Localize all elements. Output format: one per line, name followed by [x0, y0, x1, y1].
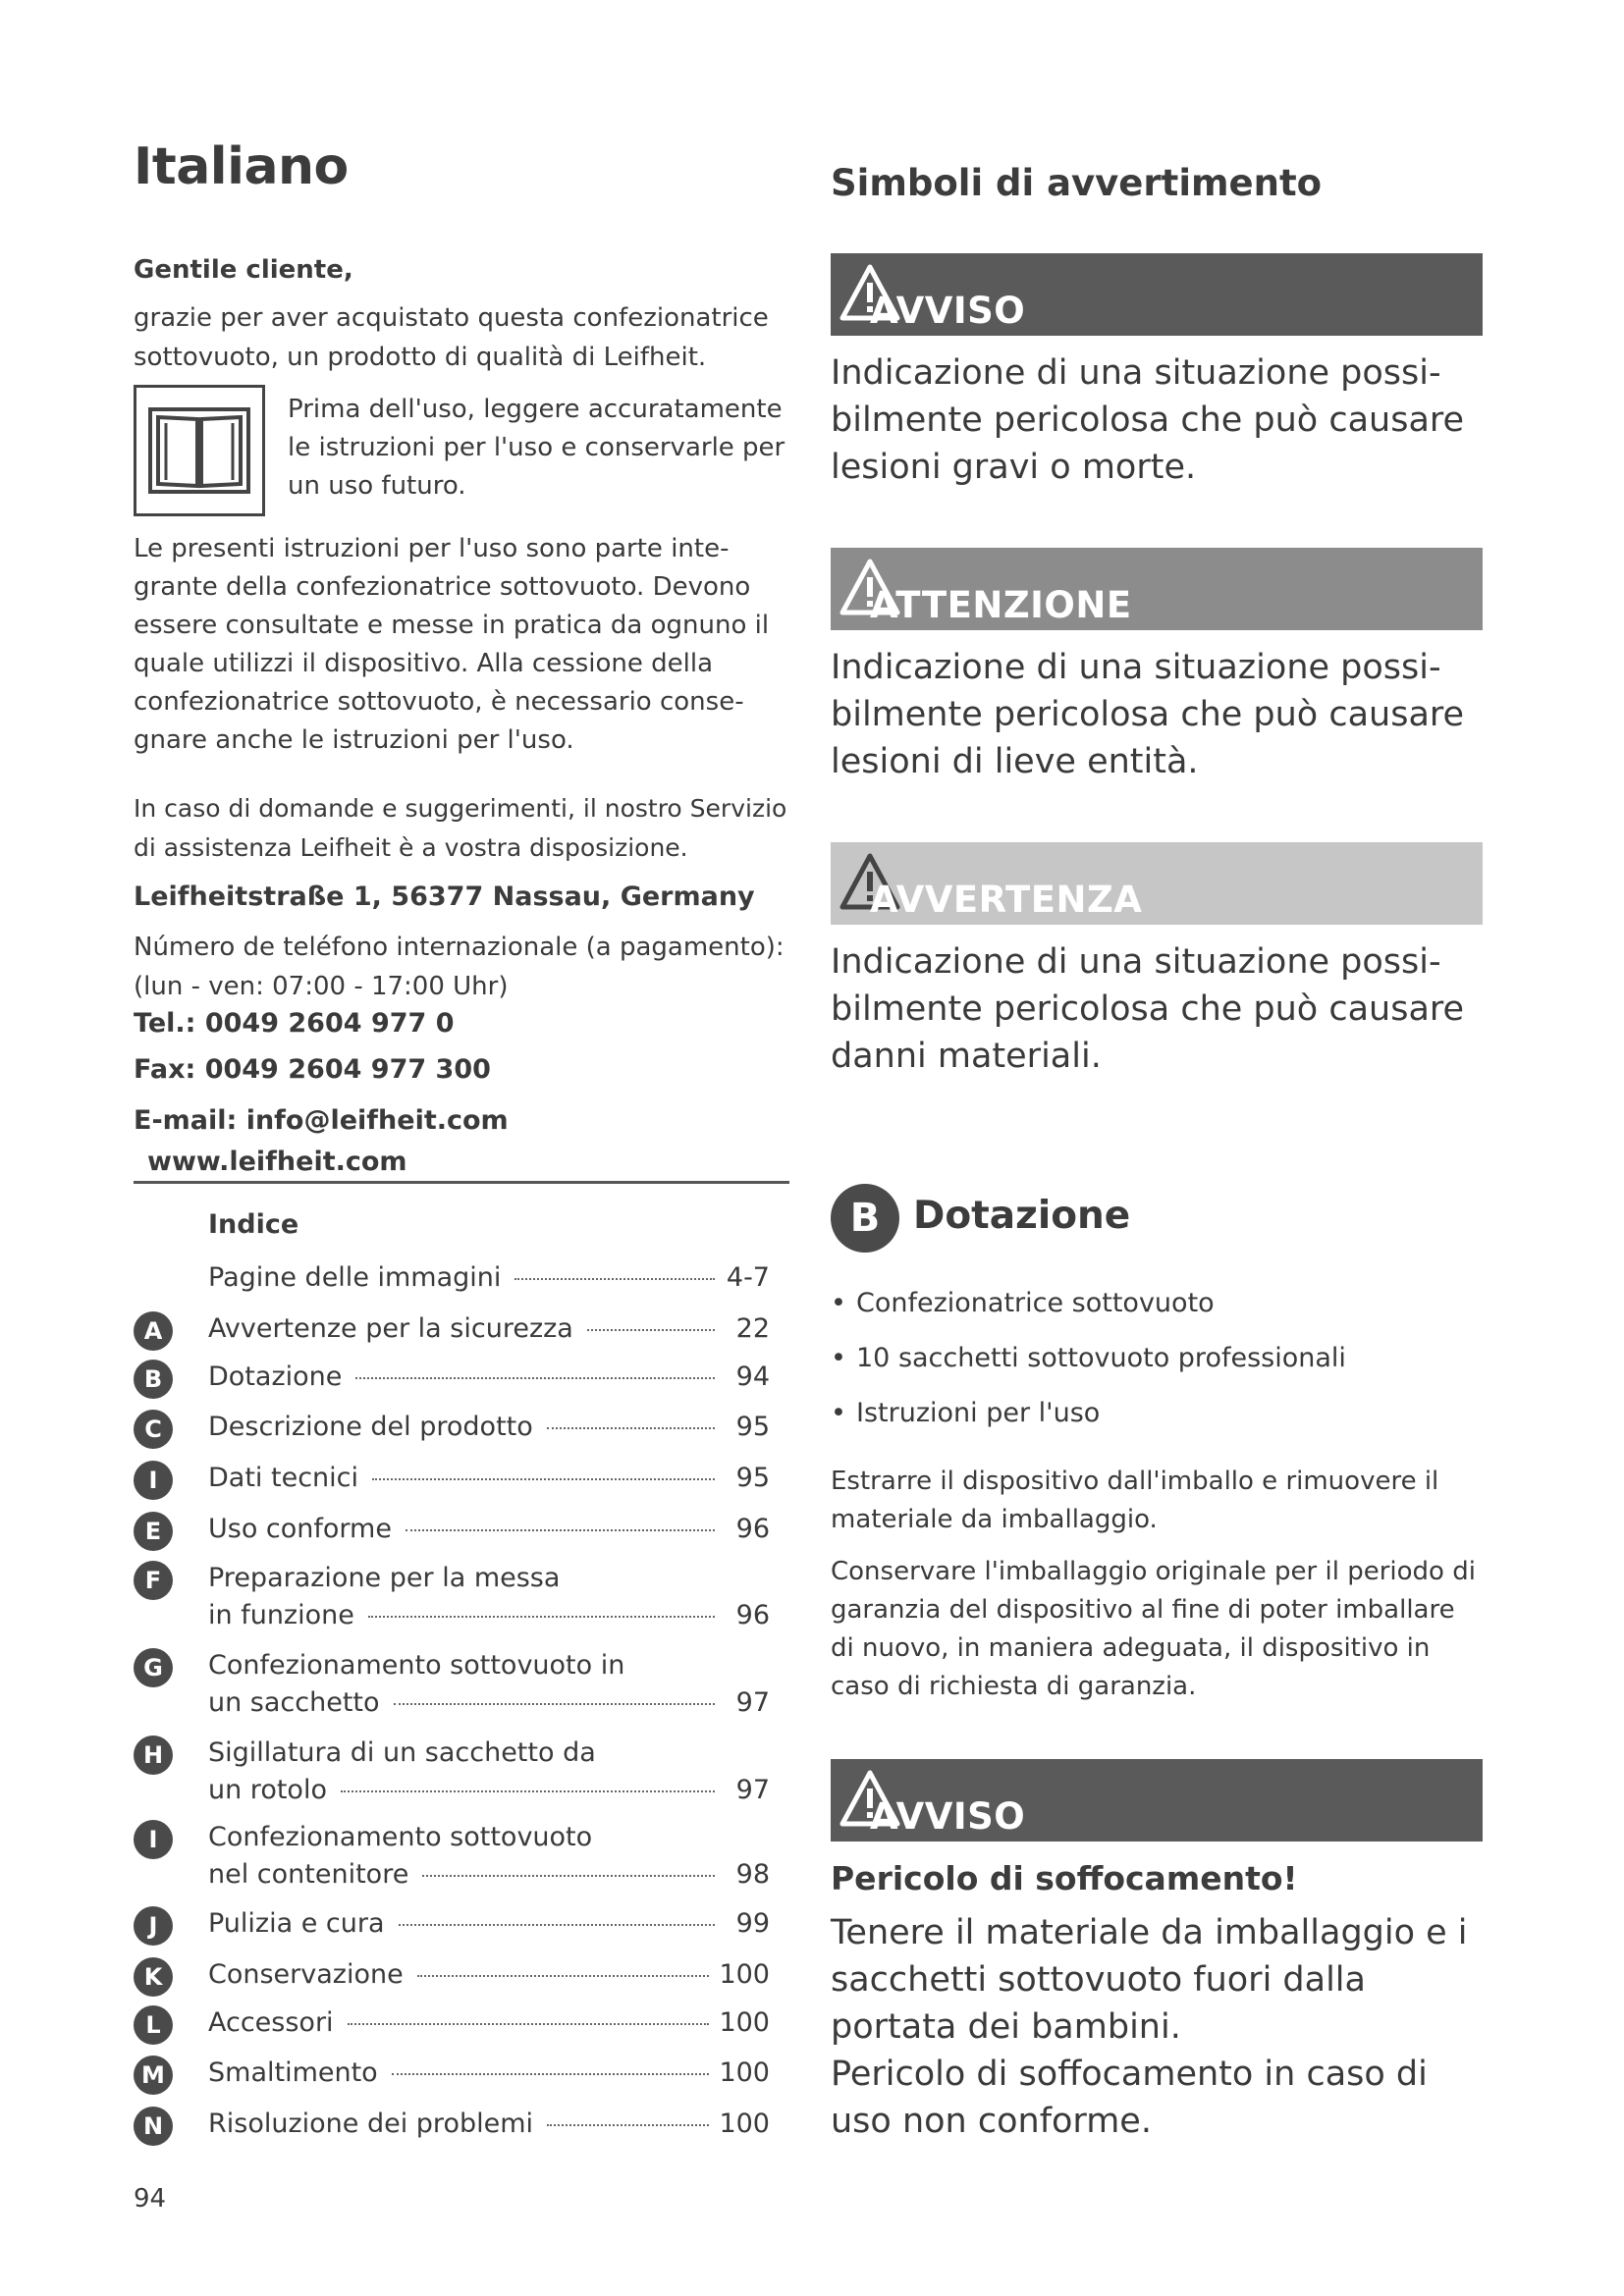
toc-label: Smaltimento	[208, 2057, 378, 2088]
toc-badge: H	[134, 1735, 173, 1775]
toc-row[interactable]	[134, 1650, 770, 1729]
toc-label: Uso conforme	[208, 1514, 392, 1544]
section-badge: B	[831, 1184, 899, 1253]
toc-page-number: 99	[735, 1908, 770, 1939]
toc-label: Dati tecnici	[208, 1463, 359, 1493]
toc-badge: C	[134, 1410, 173, 1449]
toc-row[interactable]	[134, 1906, 770, 1946]
toc-label: un sacchetto	[208, 1687, 380, 1718]
list-item: • 10 sacchetti sottovuoto professionali	[831, 1331, 1485, 1386]
toc-page-number: 96	[735, 1514, 770, 1544]
warning-text: Indicazione di una situazione possibilmente pericolosa che può causare lesioni gravi o morte.	[831, 353, 1465, 487]
read-instructions-note	[134, 385, 791, 520]
toc-page-number: 100	[719, 2109, 770, 2139]
toc-row[interactable]	[134, 1512, 770, 1551]
email-link[interactable]: E-mail: info@leifheit.com	[134, 1105, 509, 1136]
warning-title: AVVISO	[870, 1795, 1026, 1838]
toc-label: Dotazione	[208, 1362, 343, 1392]
phone-label	[134, 928, 791, 1006]
toc-row[interactable]	[134, 1410, 770, 1449]
toc-row[interactable]	[134, 1737, 770, 1816]
toc-badge: I	[134, 1461, 173, 1500]
toc-row[interactable]	[134, 1360, 770, 1399]
warning-text	[831, 1909, 1485, 2145]
warning-text-part2: Pericolo di soffocamento in caso di uso non conforme.	[831, 2055, 1428, 2141]
instructions-paragraph: Le presenti istruzioni per l'uso sono parte integrante della confezionatrice sottovuoto. Devono essere consultate e messe in pratica da ognuno il quale utilizzi il dispositivo. Alla cessione della confezionatrice sottovuoto, è necessario consegnare anche le istruzioni per l'uso.	[134, 534, 770, 755]
list-item: • Confezionatrice sottovuoto	[831, 1276, 1485, 1331]
toc-row[interactable]	[134, 2107, 770, 2146]
toc-label-line1: Confezionamento sottovuoto	[208, 1822, 593, 1852]
warning-title: AVVERTENZA	[870, 879, 1143, 921]
toc-label-line1: Sigillatura di un sacchetto da	[208, 1737, 596, 1768]
toc-badge: A	[134, 1311, 173, 1351]
toc-badge: B	[134, 1360, 173, 1399]
warning-symbols-heading: Simboli di avvertimento	[831, 162, 1323, 204]
warning-text-part1: Tenere il materiale da imballaggio e i sacchetti sottovuoto fuori dalla portata dei bambini.	[831, 1913, 1468, 2047]
toc-badge: N	[134, 2107, 173, 2146]
page-number: 94	[134, 2184, 167, 2214]
warning-title: AVVISO	[870, 290, 1026, 332]
toc-row[interactable]	[134, 1822, 770, 1900]
toc-leader-dots	[372, 1478, 715, 1480]
toc-label: Descrizione del prodotto	[208, 1412, 533, 1442]
left-column	[134, 137, 791, 1183]
toc-leader-dots	[355, 1377, 715, 1379]
section-divider	[134, 1181, 789, 1184]
toc-leader-dots	[587, 1329, 715, 1331]
service-hours: (lun - ven: 07:00 - 17:00 Uhr)	[134, 972, 509, 1001]
contact-email	[134, 1100, 791, 1183]
toc-leader-dots	[547, 1427, 715, 1429]
dotazione-title: Dotazione	[913, 1194, 1131, 1238]
toc-row[interactable]	[134, 2005, 770, 2045]
toc-label-line1: Confezionamento sottovuoto in	[208, 1650, 625, 1681]
toc-leader-dots	[399, 1924, 715, 1926]
toc-badge: F	[134, 1561, 173, 1600]
toc-page-number: 100	[719, 2007, 770, 2038]
toc-leader-dots	[417, 1975, 710, 1977]
telephone: Tel.: 0049 2604 977 0	[134, 1008, 455, 1039]
warning-banner-suffocation	[831, 1759, 1483, 1842]
package-contents-list	[831, 1276, 1485, 1441]
warning-banner-avvertenza	[831, 842, 1483, 925]
toc-leader-dots	[368, 1616, 715, 1618]
toc-row[interactable]	[134, 1311, 770, 1351]
toc-row[interactable]	[134, 1957, 770, 1997]
language-heading: Italiano	[134, 137, 349, 196]
warning-text: Indicazione di una situazione possibilmente pericolosa che può causare danni materiali.	[831, 942, 1465, 1076]
toc-badge: M	[134, 2056, 173, 2095]
toc-badge: I	[134, 1820, 173, 1859]
service-text: In caso di domande e suggerimenti, il nostro Servizio di assistenza Leifheit è a vostra disposizione.	[134, 794, 787, 862]
toc-badge: L	[134, 2005, 173, 2045]
toc-page-number: 97	[735, 1687, 770, 1718]
toc-leader-dots	[547, 2124, 709, 2126]
toc-page-number: 96	[735, 1600, 770, 1630]
toc-row[interactable]	[134, 1461, 770, 1500]
toc-badge: J	[134, 1906, 173, 1946]
toc-label: un rotolo	[208, 1775, 327, 1805]
toc-label: Risoluzione dei problemi	[208, 2109, 534, 2139]
toc-leader-dots	[348, 2023, 710, 2025]
toc-row[interactable]	[134, 1260, 770, 1300]
toc-page-number: 22	[735, 1313, 770, 1344]
dotazione-heading	[831, 1184, 1485, 1253]
toc-page-number: 97	[735, 1775, 770, 1805]
warning-banner-attenzione	[831, 548, 1483, 630]
toc-badge: K	[134, 1957, 173, 1997]
danger-subtitle: Pericolo di soffocamento!	[831, 1859, 1298, 1897]
read-note-text: Prima dell'uso, leggere accuratamente le istruzioni per l'uso e conservarle per un uso futuro.	[288, 395, 785, 501]
toc-page-number: 4-7	[726, 1262, 770, 1293]
toc-leader-dots	[394, 1703, 715, 1705]
toc-label: Pulizia e cura	[208, 1908, 385, 1939]
warning-banner-avviso	[831, 253, 1483, 336]
intro-text: grazie per aver acquistato questa confezionatrice sottovuoto, un prodotto di qualità di Leifheit.	[134, 303, 769, 372]
toc-label: nel contenitore	[208, 1859, 409, 1890]
toc-label: in funzione	[208, 1600, 354, 1630]
toc-leader-dots	[514, 1278, 715, 1280]
unpack-text: Estrarre il dispositivo dall'imballo e rimuovere il materiale da imballaggio.	[831, 1467, 1439, 1534]
toc-label: Accessori	[208, 2007, 334, 2038]
toc-leader-dots	[392, 2073, 710, 2075]
address: Leifheitstraße 1, 56377 Nassau, Germany	[134, 881, 755, 912]
toc-page-number: 94	[735, 1362, 770, 1392]
toc-badge: G	[134, 1648, 173, 1687]
toc-leader-dots	[406, 1529, 715, 1531]
toc-label: Pagine delle immagini	[208, 1262, 502, 1293]
toc-label: Conservazione	[208, 1959, 404, 1990]
packaging-text: Conservare l'imballaggio originale per il periodo di garanzia del dispositivo al fine di poter imballare di nuovo, in maniera adeguata, il dispositivo in caso di richiesta di garanzia.	[831, 1557, 1476, 1701]
phone-label-text: Número de teléfono internazionale (a pagamento):	[134, 933, 785, 962]
toc-page-number: 100	[719, 1959, 770, 1990]
toc-page-number: 95	[735, 1463, 770, 1493]
toc-row[interactable]	[134, 1563, 770, 1641]
toc-title: Indice	[208, 1209, 299, 1240]
toc-label: Avvertenze per la sicurezza	[208, 1313, 573, 1344]
toc-label-line1: Preparazione per la messa	[208, 1563, 561, 1593]
toc-page-number: 95	[735, 1412, 770, 1442]
toc-badge: E	[134, 1512, 173, 1551]
website-link[interactable]: www.leifheit.com	[147, 1147, 407, 1177]
open-book-icon	[134, 385, 265, 516]
toc-leader-dots	[422, 1875, 715, 1877]
warning-title: ATTENZIONE	[870, 584, 1132, 626]
fax: Fax: 0049 2604 977 300	[134, 1054, 491, 1085]
greeting: Gentile cliente,	[134, 255, 353, 285]
toc-page-number: 98	[735, 1859, 770, 1890]
toc-row[interactable]	[134, 2056, 770, 2095]
right-column	[831, 162, 1485, 2145]
toc-leader-dots	[341, 1790, 715, 1792]
toc-page-number: 100	[719, 2057, 770, 2088]
list-item: • Istruzioni per l'uso	[831, 1386, 1485, 1441]
warning-text: Indicazione di una situazione possibilmente pericolosa che può causare lesioni di lieve entità.	[831, 648, 1465, 781]
